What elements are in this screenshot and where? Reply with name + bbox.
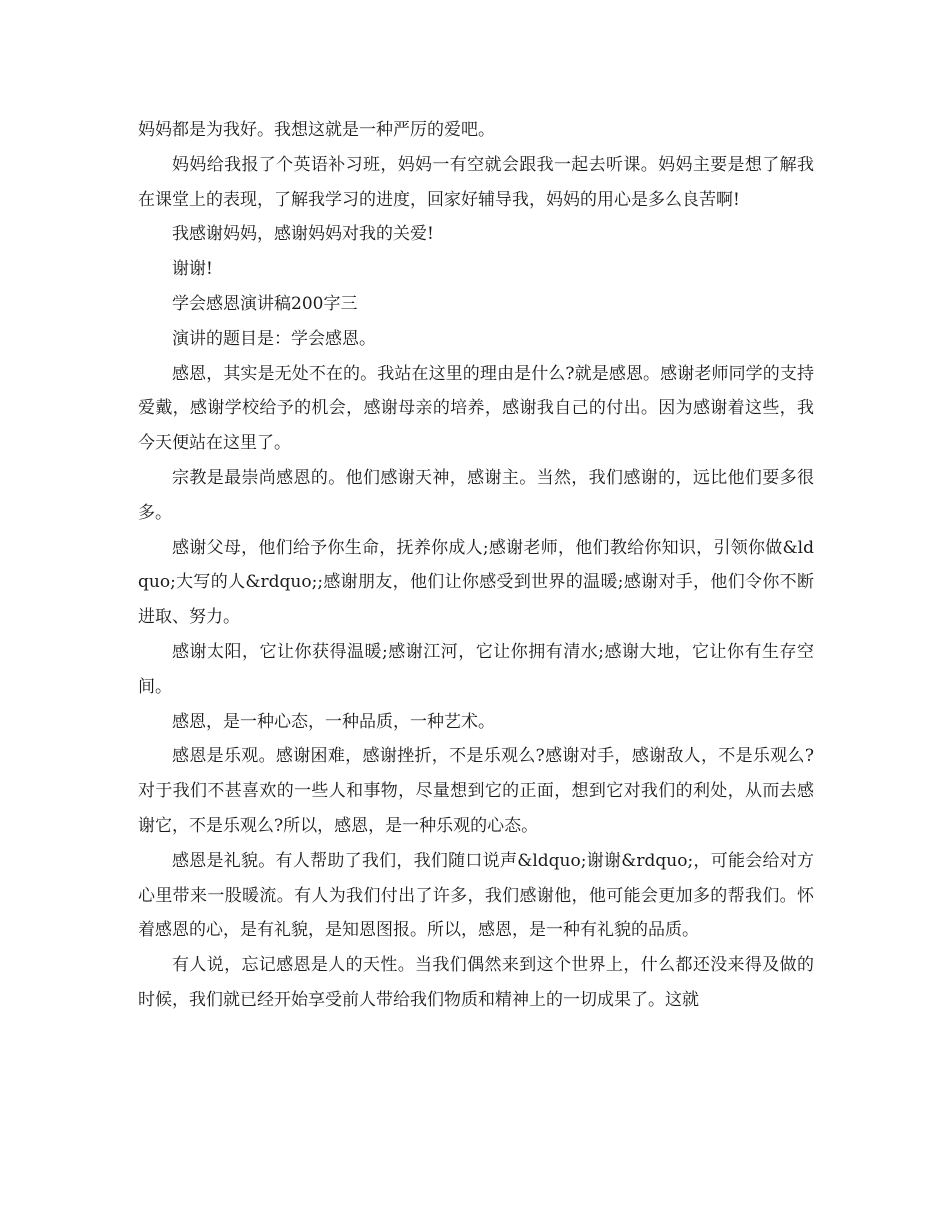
paragraph: 谢谢! xyxy=(172,259,213,280)
paragraph: 感谢父母，他们给予你生命，抚养你成人;感谢老师，他们教给你知识，引领你做&ldquo;大写的人&rdquo;;感谢朋友，他们让你感受到世界的温暖;感谢对手，他们令你不断进取、努力。 xyxy=(138,537,814,628)
paragraph: 感恩是礼貌。有人帮助了我们，我们随口说声&ldquo;谢谢&rdquo;，可能会给对方心里带来一股暖流。有人为我们付出了许多，我们感谢他，他可能会更加多的帮我们。怀着感恩的心，是有礼貌，是知恩图报。所以，感恩，是一种有礼貌的品质。 xyxy=(138,850,814,941)
paragraph: 有人说，忘记感恩是人的天性。当我们偶然来到这个世界上，什么都还没来得及做的时候，我们就已经开始享受前人带给我们物质和精神上的一切成果了。这就 xyxy=(138,955,814,1010)
paragraph: 感恩是乐观。感谢困难，感谢挫折，不是乐观么?感谢对手，感谢敌人，不是乐观么?对于我们不甚喜欢的一些人和事物，尽量想到它的正面，想到它对我们的利处，从而去感谢它，不是乐观么?所以，感恩，是一种乐观的心态。 xyxy=(138,746,814,836)
paragraph: 演讲的题目是：学会感恩。 xyxy=(172,328,376,349)
paragraph: 感恩，是一种心态，一种品质，一种艺术。 xyxy=(172,711,495,732)
document-body xyxy=(138,113,814,1018)
paragraph: 感谢太阳，它让你获得温暖;感谢江河，它让你拥有清水;感谢大地，它让你有生存空间。 xyxy=(138,641,814,697)
paragraph: 妈妈给我报了个英语补习班，妈妈一有空就会跟我一起去听课。妈妈主要是想了解我在课堂上的表现，了解我学习的进度，回家好辅导我，妈妈的用心是多么良苦啊! xyxy=(138,154,814,210)
paragraph: 宗教是最崇尚感恩的。他们感谢天神，感谢主。当然，我们感谢的，远比他们要多很多。 xyxy=(138,467,814,523)
paragraph: 感恩，其实是无处不在的。我站在这里的理由是什么?就是感恩。感谢老师同学的支持爱戴，感谢学校给予的机会，感谢母亲的培养，感谢我自己的付出。因为感谢着这些，我今天便站在这里了。 xyxy=(138,363,814,454)
paragraph: 妈妈都是为我好。我想这就是一种严厉的爱吧。 xyxy=(138,120,495,140)
paragraph: 我感谢妈妈，感谢妈妈对我的关爱! xyxy=(172,224,434,245)
section-heading: 学会感恩演讲稿200字三 xyxy=(172,293,358,314)
